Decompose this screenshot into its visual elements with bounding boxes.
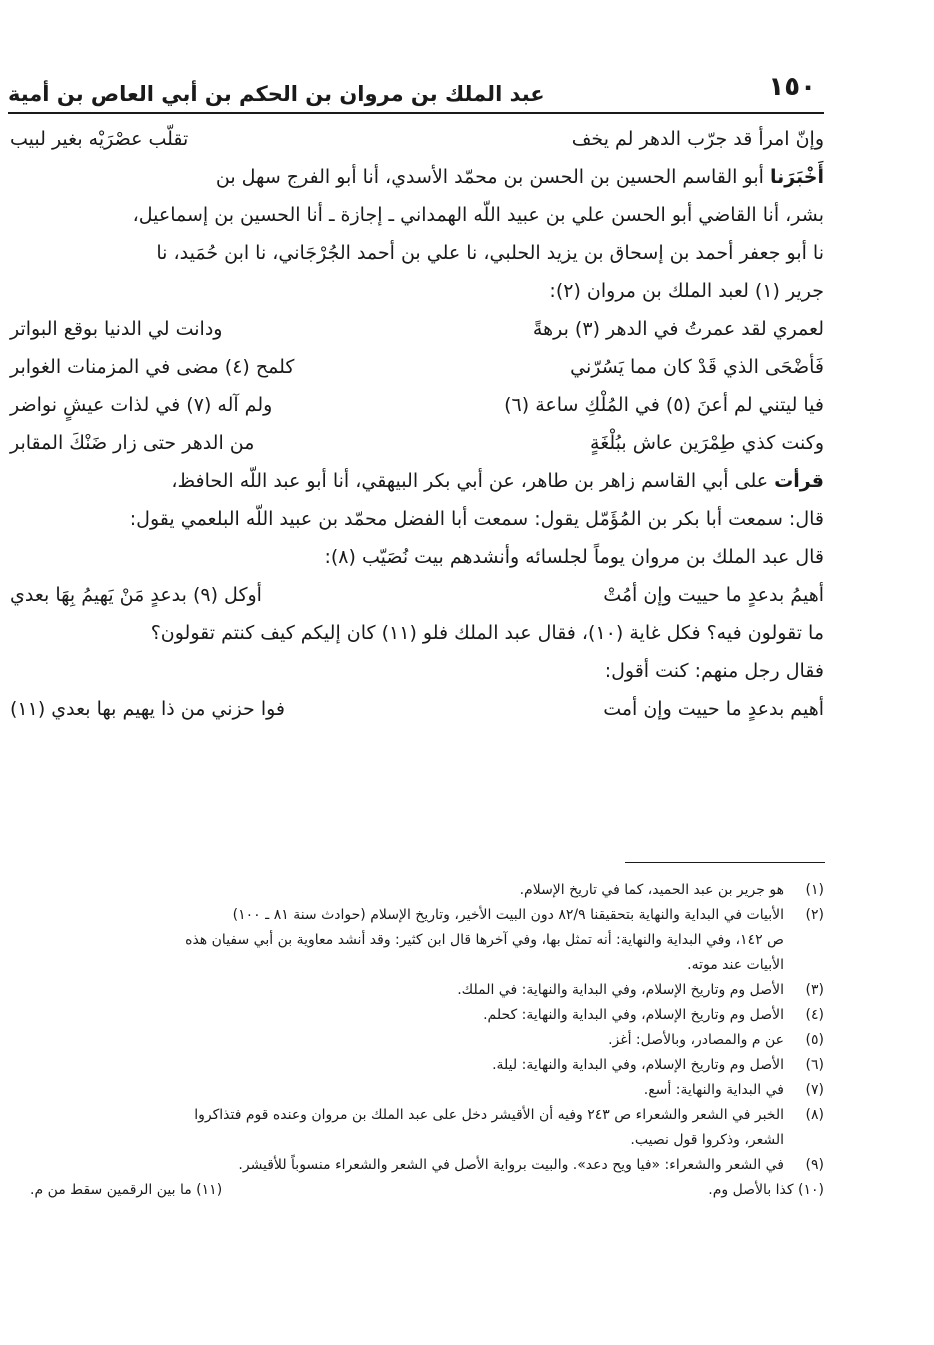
verse-line	[10, 424, 824, 462]
verse-first-hemistich: فيا ليتني لم أعنَ (٥) في المُلْكِ ساعة (٦)	[504, 394, 824, 416]
footnote-text: في البداية والنهاية: أسع.	[643, 1082, 784, 1098]
footnote-text: (١٠) كذا بالأصل وم.	[708, 1182, 824, 1198]
footnote-separator	[625, 862, 825, 863]
footnote	[30, 1003, 824, 1028]
footnote-text: الأبيات عند موته.	[687, 957, 784, 973]
footnote-text: الأصل وم وتاريخ الإسلام، وفي البداية والنهاية: كحلم.	[483, 1007, 784, 1023]
footnote-text: الأصل وم وتاريخ الإسلام، وفي البداية والنهاية: ليلة.	[492, 1057, 784, 1073]
footnote-text: الأبيات في البداية والنهاية بتحقيقنا ٨٢/٩ دون البيت الأخير، وتاريخ الإسلام (حوادث سنة ٨١ ـ ١٠٠)	[232, 907, 784, 923]
footnote-number	[784, 928, 824, 953]
prose-line: قال عبد الملك بن مروان يوماً لجلسائه وأنشدهم بيت نُصَيّب (٨):	[324, 546, 824, 568]
prose-line: بشر، أنا القاضي أبو الحسن علي بن عبيد اللّه الهمداني ـ إجازة ـ أنا الحسين بن إسماعيل،	[132, 204, 824, 226]
verse-first-hemistich: لعمري لقد عمرتُ في الدهر (٣) برهةً	[532, 318, 824, 340]
footnote	[30, 978, 824, 1003]
footnote	[30, 1028, 824, 1053]
isnad-keyword: قرأت	[774, 470, 824, 492]
prose-line	[10, 462, 824, 500]
footnote-number: (٣)	[805, 982, 824, 998]
prose-line: ما تقولون فيه؟ فكل غاية (١٠)، فقال عبد الملك فلو (١١) كان إليكم كيف كنتم تقولون؟	[150, 622, 824, 644]
footnote-text: الخبر في الشعر والشعراء ص ٢٤٣ وفيه أن الأقيشر دخل على عبد الملك بن مروان وعنده قوم فتذاكروا	[194, 1107, 784, 1123]
prose-line: نا أبو جعفر أحمد بن إسحاق بن يزيد الحلبي، نا علي بن أحمد الجُرْجَاني، نا ابن حُمَيد، نا	[156, 242, 824, 264]
footnote-number: (١)	[805, 882, 824, 898]
footnote-number: (٧)	[805, 1082, 824, 1098]
verse-line	[10, 576, 824, 614]
verse-first-hemistich: أهيم بدعدٍ ما حييت وإن أمت	[603, 698, 824, 720]
prose-line	[10, 158, 824, 196]
verse-second-hemistich: فوا حزني من ذا يهيم بها بعدي (١١)	[10, 698, 286, 720]
footnote-text: ص ١٤٢، وفي البداية والنهاية: أنه تمثل بها، وفي آخرها قال ابن كثير: وقد أنشد معاوية بن أبي سفيان هذه	[185, 932, 784, 948]
prose-text: على أبي القاسم زاهر بن طاهر، عن أبي بكر البيهقي، أنا أبو عبد اللّه الحافظ،	[171, 470, 769, 492]
footnote	[30, 1078, 824, 1103]
verse-line	[10, 310, 824, 348]
prose-line: جرير (١) لعبد الملك بن مروان (٢):	[549, 280, 824, 302]
footnote-number: (٥)	[805, 1032, 824, 1048]
footnote-number: (٩)	[805, 1157, 824, 1173]
page-number: ١٥٠	[768, 72, 816, 102]
verse-line	[10, 386, 824, 424]
footnote-number	[784, 1128, 824, 1153]
verse-line	[10, 348, 824, 386]
prose-line: قال: سمعت أبا بكر بن المُؤَمّل يقول: سمعت أبا الفضل محمّد بن عبيد اللّه البلعمي يقول:	[129, 508, 824, 530]
footnote-number	[784, 953, 824, 978]
footnote-text: الأصل وم وتاريخ الإسلام، وفي البداية والنهاية: في الملك.	[457, 982, 784, 998]
verse-line	[10, 120, 824, 158]
header-rule	[8, 112, 824, 114]
verse-first-hemistich: أهيمُ بدعدٍ ما حييت وإن أمُتْ	[603, 584, 824, 606]
footnote-number: (٨)	[805, 1107, 824, 1123]
main-text	[10, 120, 824, 728]
footnote	[30, 928, 824, 953]
verse-second-hemistich: ودانت لي الدنيا بوقع البواتر	[10, 318, 223, 340]
footnote	[30, 1128, 824, 1153]
footnote-text: في الشعر والشعراء: «فيا ويح دعد». والبيت برواية الأصل في الشعر والشعراء منسوباً للأقيشر.	[238, 1157, 784, 1173]
prose-text: أبو القاسم الحسين بن الحسن بن محمّد الأسدي، أنا أبو الفرج سهل بن	[215, 166, 764, 188]
verse-second-hemistich: أوكل (٩) بدعدٍ مَنْ يَهيمُ بِهَا بعدي	[10, 584, 262, 606]
verse-first-hemistich: فَأضْحَى الذي قَدْ كان مما يَسُرّني	[570, 356, 824, 378]
verse-second-hemistich: ولم آله (٧) في لذات عيشٍ نواضر	[10, 394, 273, 416]
footnote	[30, 1103, 824, 1128]
footnote-text: هو جرير بن عبد الحميد، كما في تاريخ الإسلام.	[519, 882, 784, 898]
footnote-number: (٦)	[805, 1057, 824, 1073]
verse-line	[10, 690, 824, 728]
footnote	[30, 903, 824, 928]
verse-second-hemistich: تقلّب عصْرَيْه بغير لبيب	[10, 128, 189, 150]
running-title: عبد الملك بن مروان بن الحكم بن أبي العاص بن أمية	[8, 82, 545, 106]
footnote-number: (٢)	[805, 907, 824, 923]
verse-first-hemistich: وإنّ امرأ قد جرّب الدهر لم يخف	[571, 128, 824, 150]
verse-second-hemistich: من الدهر حتى زار ضَنْكَ المقابر	[10, 432, 255, 454]
footnote-text: (١١) ما بين الرقمين سقط من م.	[30, 1182, 223, 1198]
footnote	[30, 1053, 824, 1078]
verse-second-hemistich: كلمح (٤) مضى في المزمنات الغوابر	[10, 356, 295, 378]
footnote	[30, 878, 824, 903]
footnote-text: عن م والمصادر، وبالأصل: أغز.	[608, 1032, 784, 1048]
footnotes	[30, 878, 824, 1203]
footnote	[30, 1153, 824, 1178]
prose-line: فقال رجل منهم: كنت أقول:	[604, 660, 824, 682]
footnote	[30, 953, 824, 978]
footnote-number: (٤)	[805, 1007, 824, 1023]
footnote-row-pair	[30, 1178, 824, 1203]
footnote-text: الشعر، وذكروا قول نصيب.	[630, 1132, 784, 1148]
isnad-keyword: أَخْبَرَنا	[769, 166, 824, 188]
verse-first-hemistich: وكنت كذي طِمْرَين عاش ببُلْغَةٍ	[590, 432, 824, 454]
